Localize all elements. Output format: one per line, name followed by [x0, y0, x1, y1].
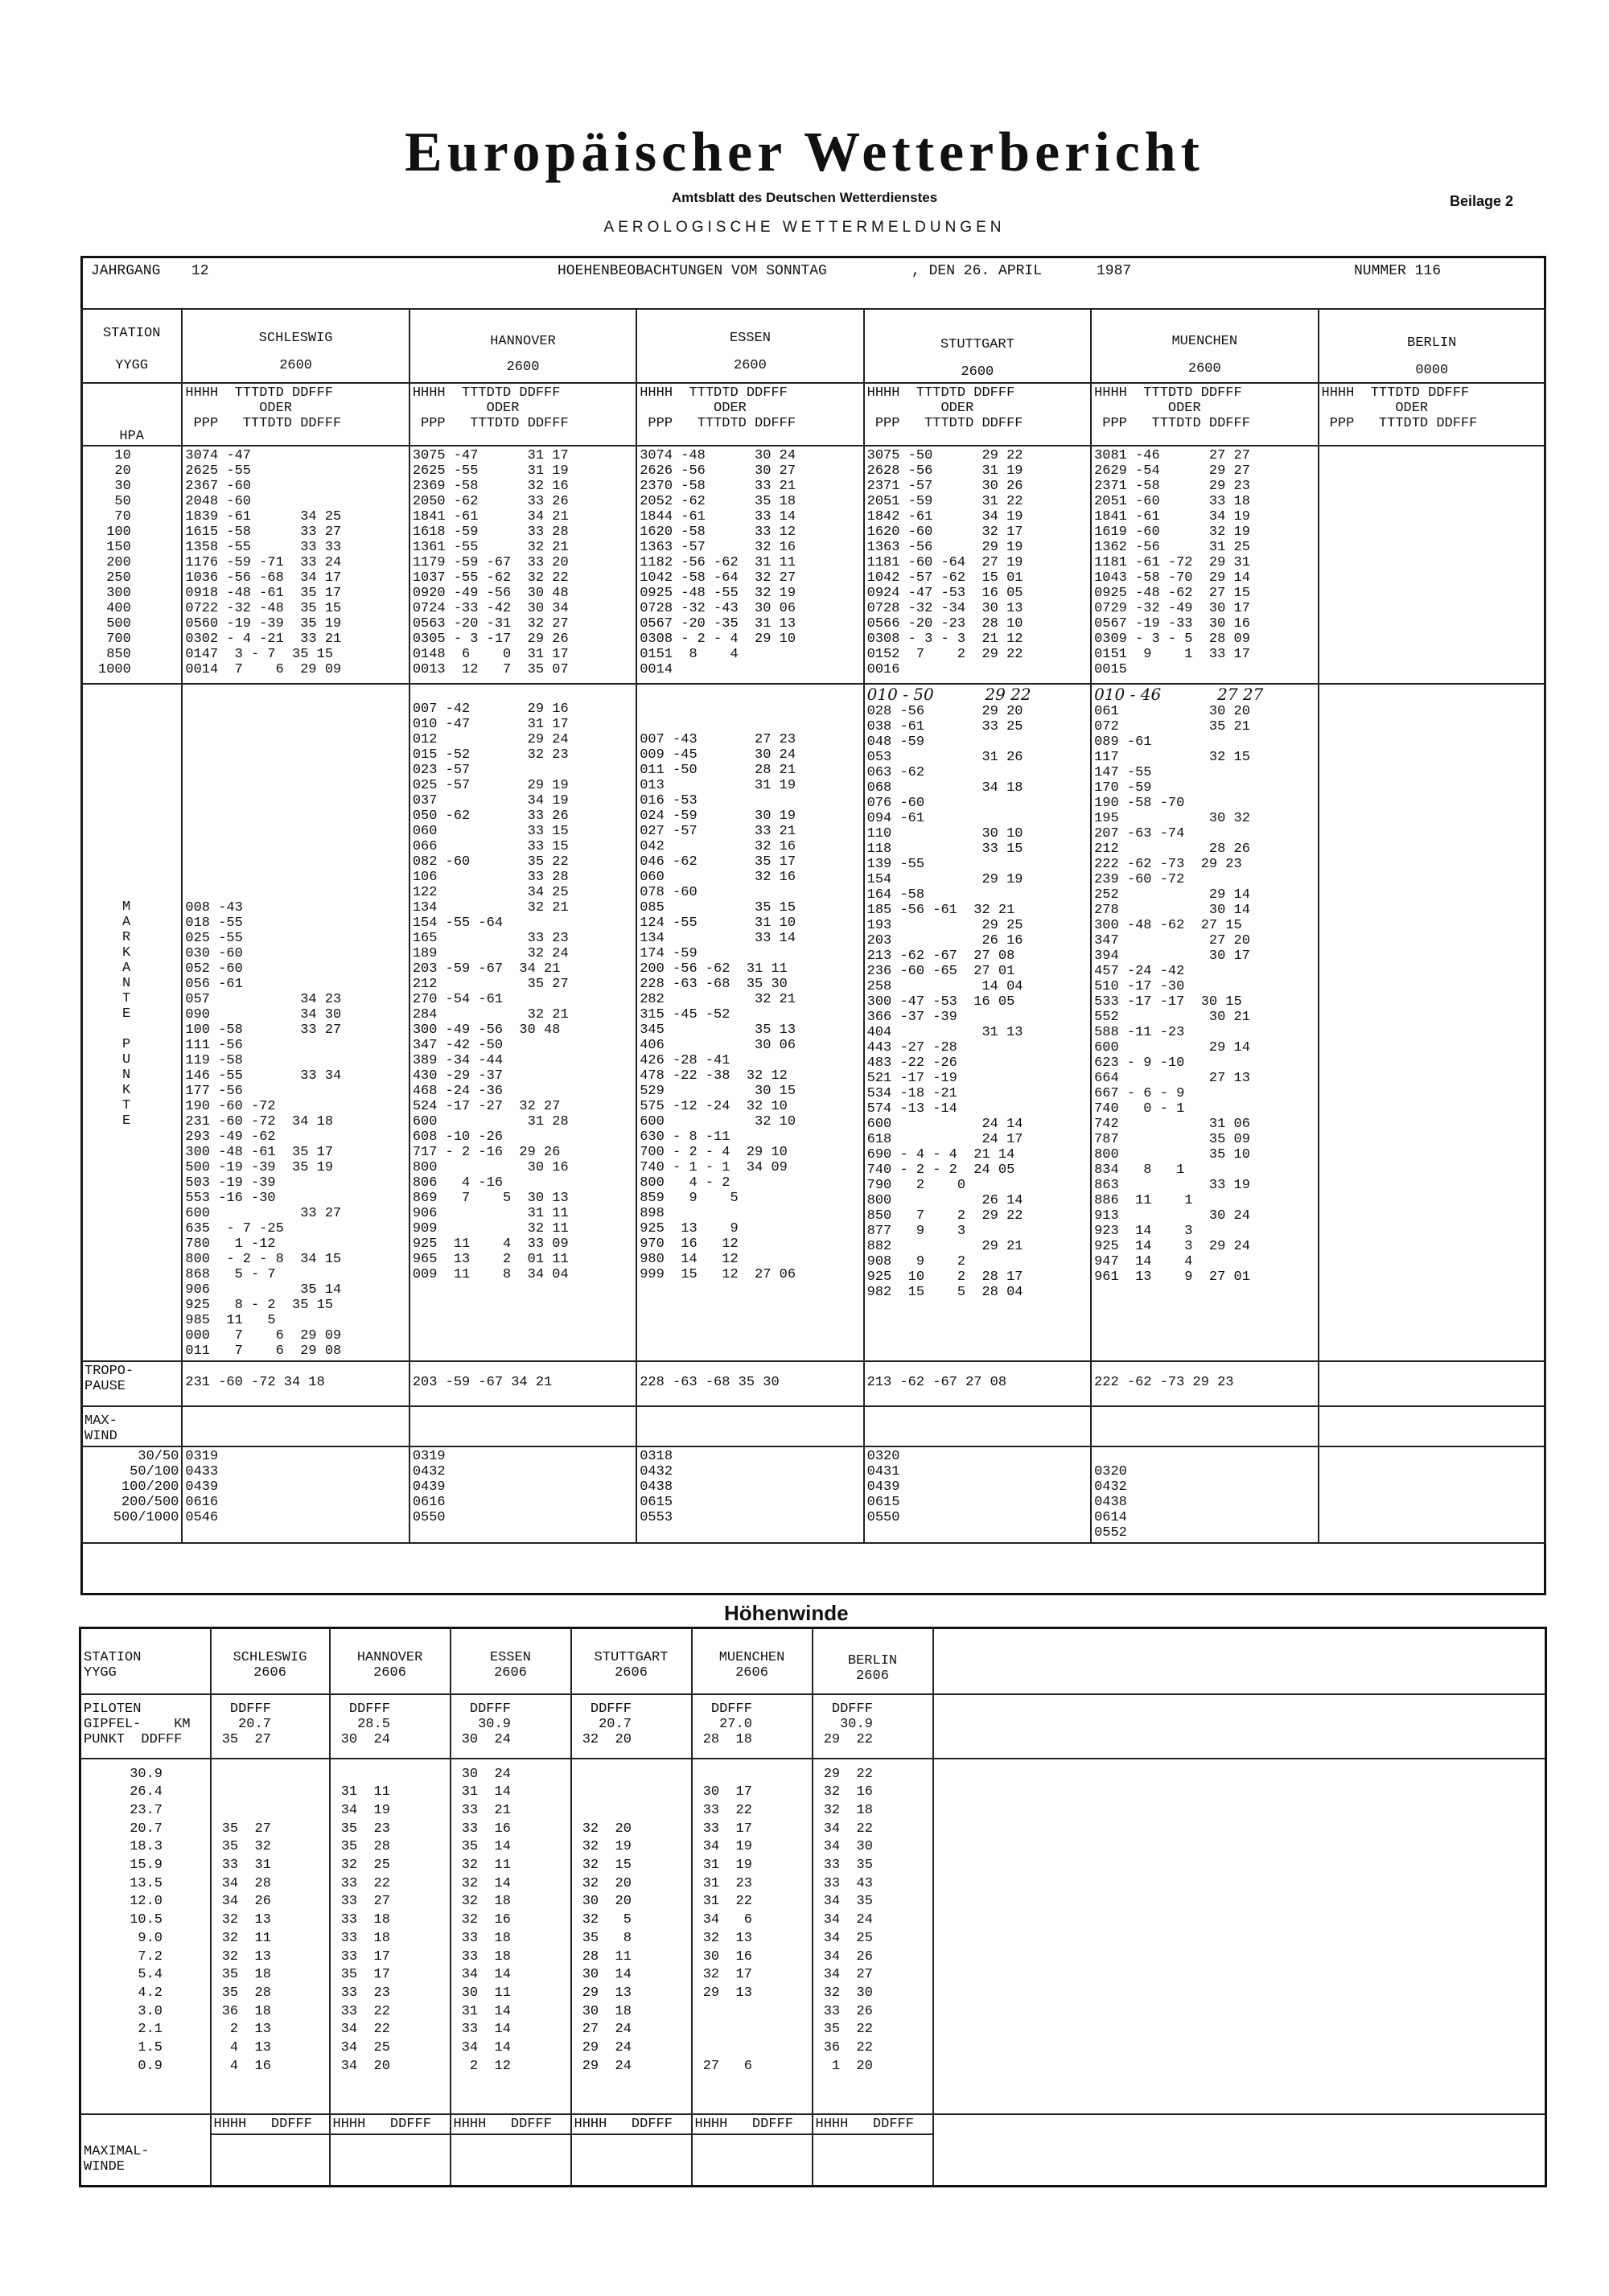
hw-winds-schleswig: 35 27 35 32 33 31 34 28 34 26 32 13 32 11 32 13 35 18 35 28 36 18 2 13 4 13 4 16	[221, 1821, 271, 2074]
jahrgang-label: JAHRGANG	[91, 263, 161, 279]
column-header: HHHH TTTDTD DDFFF ODER PPP TTTDTD DDFFF	[866, 385, 1023, 431]
hw-maximal-header: HHHH DDFFF	[572, 2115, 691, 2135]
hw-maximal-header: HHHH DDFFF	[813, 2115, 932, 2135]
tropo-essen: 228 -63 -68 35 30	[640, 1375, 780, 1390]
jahrgang-value: 12	[191, 263, 209, 279]
hw-station-essen: ESSEN 2606	[489, 1650, 531, 1681]
column-header: HHHH TTTDTD DDFFF ODER PPP TTTDTD DDFFF	[185, 385, 342, 431]
page-subtitle: Amtsblatt des Deutschen Wetterdienstes	[671, 190, 938, 205]
maxwind-stuttgart: 0320 0431 0439 0615 0550	[866, 1449, 900, 1525]
markante-punkte-label: M A R K A N T E P U N K T E	[122, 899, 131, 1129]
maxwind-row	[81, 1446, 1545, 1543]
station-schleswig: SCHLESWIG 2600	[182, 309, 409, 383]
tropo-muenchen: 222 -62 -73 29 23	[1094, 1375, 1234, 1390]
hw-station-label: STATION YYGG	[84, 1650, 142, 1681]
hw-piloten-stuttgart: DDFFF 20.7 32 20	[582, 1701, 632, 1747]
hw-station-hannover: HANNOVER 2606	[356, 1650, 423, 1681]
observation-label: HOEHENBEOBACHTUNGEN VOM SONNTAG	[558, 263, 827, 279]
tropopause-label: TROPO- PAUSE	[84, 1364, 134, 1394]
tropo-hannover: 203 -59 -67 34 21	[412, 1375, 553, 1390]
std-stuttgart: 3075 -50 29 22 2628 -56 31 19 2371 -57 30 26 2051 -59 31 22 1842 -61 34 19 1620 -60 32 17 1363 -56 29 19 1181 -60 -64 27 19 1042 -57 -62 15 01 0924 -47 -53 16 05 0728 -32 -34 30 13 0566 -20 -23 28 10 0308 - 3 - 3 21 12 0152 7 2 29 22 0016	[866, 448, 1023, 677]
hw-maximal-row	[80, 2114, 1546, 2187]
std-hannover: 3075 -47 31 17 2625 -55 31 19 2369 -58 32 16 2050 -62 33 26 1841 -61 34 21 1618 -59 33 28 1361 -55 32 21 1179 -59 -67 33 20 1037 -55 -62 32 22 0920 -49 -56 30 48 0724 -33 -42 30 34 0563 -20 -31 32 27 0305 - 3 -17 29 26 0148 6 0 31 17 0013 12 7 35 07	[412, 448, 569, 677]
date-label: , DEN 26. APRIL	[911, 263, 1043, 279]
hw-piloten-row	[80, 1694, 1546, 1759]
yygg-label: YYGG	[115, 358, 149, 373]
hw-station-stuttgart: STUTTGART 2606	[594, 1650, 669, 1681]
station-label-cell	[81, 309, 182, 383]
tropo-berlin	[1319, 1362, 1545, 1376]
column-header: HHHH TTTDTD DDFFF ODER PPP TTTDTD DDFFF	[640, 385, 796, 431]
hw-km-levels: 30.9 26.4 23.7 20.7 18.3 15.9 13.5 12.0 10.5 9.0 7.2 5.4 4.2 3.0 2.1 1.5 0.9	[130, 1766, 163, 2074]
maxwind-hannover: 0319 0432 0439 0616 0550	[412, 1449, 446, 1525]
section-title: AEROLOGISCHE WETTERMELDUNGEN	[603, 219, 1006, 236]
hw-piloten-hannover: DDFFF 28.5 30 24	[340, 1701, 390, 1747]
station-label: STATION	[102, 326, 161, 341]
aerological-table	[80, 308, 1546, 1544]
sig-essen: 007 -43 27 23 009 -45 30 24 011 -50 28 21 013 31 19 016 -53 024 -59 30 19 027 -57 33 21 042 32 16 046 -62 35 17 060 32 16 078 -60 085 35 15 124 -55 31 10 134 33 14 174 -59 200 -56 -62 31 11 228 -63 -68 35 30 282 32 21 315 -45 -52 345 35 13 406 30 06 426 -28 -41 478 -22 -38 32 12 529 30 15 575 -12 -24 32 10 600 32 10 630 - 8 -11 700 - 2 - 4 29 10 740 - 1 - 1 34 09 800 4 - 2 859 9 5 898 925 13 9 970 16 12 980 14 12 999 15 12 27 06	[640, 732, 796, 1282]
hw-winds-muenchen: 30 17 33 22 33 17 34 19 31 19 31 23 31 22 34 6 32 13 30 16 32 17 29 13 27 6	[702, 1784, 752, 2074]
tropo-schleswig: 231 -60 -72 34 18	[185, 1375, 325, 1390]
column-header: HHHH TTTDTD DDFFF ODER PPP TTTDTD DDFFF	[1094, 385, 1250, 431]
hw-winds-essen: 30 24 31 14 33 21 33 16 35 14 32 11 32 14 32 18 32 16 33 18 33 18 34 14 30 11 31 14 33 14 34 14 2 12	[461, 1766, 511, 2074]
sig-berlin	[1319, 685, 1545, 688]
hw-station-muenchen: MUENCHEN 2606	[718, 1650, 785, 1681]
station-essen: ESSEN 2600	[636, 309, 863, 383]
year-label: 1987	[1097, 263, 1132, 279]
beilage-label: Beilage 2	[1450, 193, 1514, 209]
hw-maximal-header: HHHH DDFFF	[331, 2115, 450, 2135]
station-stuttgart: STUTTGART 2600	[864, 309, 1091, 383]
hw-piloten-muenchen: DDFFF 27.0 28 18	[702, 1701, 752, 1747]
hpa-levels: 10 20 30 50 70 100 150 200 250 300 400 500 700 850 1000	[98, 448, 131, 677]
hw-station-berlin: BERLIN 2606	[847, 1653, 898, 1684]
hw-winds-berlin: 29 22 32 16 32 18 34 22 34 30 33 35 33 43 34 35 34 24 34 25 34 26 34 27 32 30 33 26 35 22 36 22 1 20	[823, 1766, 873, 2074]
column-header: HHHH TTTDTD DDFFF ODER PPP TTTDTD DDFFF	[1321, 385, 1478, 431]
sig-schleswig: 008 -43 018 -55 025 -55 030 -60 052 -60 056 -61 057 34 23 090 34 30 100 -58 33 27 111 -56 119 -58 146 -55 33 34 177 -56 190 -60 -72 231 -60 -72 34 18 293 -49 -62 300 -48 -61 35 17 500 -19 -39 35 19 503 -19 -39 553 -16 -30 600 33 27 635 - 7 -25 780 1 -12 800 - 2 - 8 34 15 868 5 - 7 906 35 14 925 8 - 2 35 15 985 11 5 000 7 6 29 09 011 7 6 29 08	[185, 900, 342, 1359]
hw-maximal-header: HHHH DDFFF	[212, 2115, 329, 2135]
station-hannover: HANNOVER 2600	[409, 309, 636, 383]
hw-station-schleswig: SCHLESWIG 2606	[233, 1650, 307, 1681]
sig-hannover: 007 -42 29 16 010 -47 31 17 012 29 24 015 -52 32 23 023 -57 025 -57 29 19 037 34 19 050 -62 33 26 060 33 15 066 33 15 082 -60 35 22 106 33 28 122 34 25 134 32 21 154 -55 -64 165 33 23 189 32 24 203 -59 -67 34 21 212 35 27 270 -54 -61 284 32 21 300 -49 -56 30 48 347 -42 -50 389 -34 -44 430 -29 -37 468 -24 -36 524 -17 -27 32 27 600 31 28 608 -10 -26 717 - 2 -16 29 26 800 30 16 806 4 -16 869 7 5 30 13 906 31 11 909 32 11 925 11 4 33 09 965 13 2 01 11 009 11 8 34 04	[412, 702, 569, 1282]
station-berlin: BERLIN 0000	[1319, 309, 1546, 383]
hw-winds-hannover: 31 11 34 19 35 23 35 28 32 25 33 22 33 27 33 18 33 18 33 17 35 17 33 23 33 22 34 22 34 25 34 20	[340, 1784, 390, 2074]
std-muenchen: 3081 -46 27 27 2629 -54 29 27 2371 -58 29 23 2051 -60 33 18 1841 -61 34 19 1619 -60 32 19 1362 -56 31 25 1181 -61 -72 29 31 1043 -58 -70 29 14 0925 -48 -62 27 15 0729 -32 -49 30 17 0567 -19 -33 30 16 0309 - 3 - 5 28 09 0151 9 1 33 17 0015	[1094, 448, 1250, 677]
page-title: Europäischer Wetterbericht	[405, 121, 1204, 183]
column-header-row	[81, 383, 1545, 446]
hw-winds-stuttgart: 32 20 32 19 32 15 32 20 30 20 32 5 35 8 28 11 30 14 29 13 30 18 27 24 29 24 29 24	[582, 1821, 632, 2074]
column-header: HHHH TTTDTD DDFFF ODER PPP TTTDTD DDFFF	[412, 385, 569, 431]
hw-maximal-header: HHHH DDFFF	[693, 2115, 812, 2135]
handwritten-muenchen: 010 - 46 27 27	[1094, 685, 1264, 704]
hw-station-row	[80, 1628, 1546, 1694]
main-table-frame	[80, 256, 1546, 1595]
maxwind-muenchen: 0320 0432 0438 0614 0552	[1094, 1464, 1127, 1541]
hw-maximal-label: MAXIMAL- WINDE	[84, 2143, 150, 2175]
significant-levels-row	[81, 684, 1545, 1361]
maxwind-header-row	[81, 1406, 1545, 1446]
handwritten-stuttgart: 010 - 50 29 22	[866, 685, 1031, 704]
hw-piloten-essen: DDFFF 30.9 30 24	[461, 1701, 511, 1747]
maxwind-label: MAX- WIND	[84, 1413, 117, 1444]
hw-levels-row	[80, 1759, 1546, 2114]
sig-stuttgart: 028 -56 29 20 038 -61 33 25 048 -59 053 31 26 063 -62 068 34 18 076 -60 094 -61 110 30 10 118 33 15 139 -55 154 29 19 164 -58 185 -56 -61 32 21 193 29 25 203 26 16 213 -62 -67 27 08 236 -60 -65 27 01 258 14 04 300 -47 -53 16 05 366 -37 -39 404 31 13 443 -27 -28 483 -22 -26 521 -17 -19 534 -18 -21 574 -13 -14 600 24 14 618 24 17 690 - 4 - 4 21 14 740 - 2 - 2 24 05 790 2 0 800 26 14 850 7 2 29 22 877 9 3 882 29 21 908 9 2 925 10 2 28 17 982 15 5 28 04	[866, 704, 1023, 1300]
hw-piloten-label: PILOTEN GIPFEL- KM PUNKT DDFFF	[84, 1701, 191, 1747]
std-essen: 3074 -48 30 24 2626 -56 30 27 2370 -58 33 21 2052 -62 35 18 1844 -61 33 14 1620 -58 33 12 1363 -57 32 16 1182 -56 -62 31 11 1042 -58 -64 32 27 0925 -48 -55 32 19 0728 -32 -43 30 06 0567 -20 -35 31 13 0308 - 2 - 4 29 10 0151 8 4 0014	[640, 448, 796, 677]
sig-muenchen: 061 30 20 072 35 21 089 -61 117 32 15 147 -55 170 -59 190 -58 -70 195 30 32 207 -63 -74 212 28 26 222 -62 -73 29 23 239 -60 -72 252 29 14 278 30 14 300 -48 -62 27 15 347 27 20 394 30 17 457 -24 -42 510 -17 -30 533 -17 -17 30 15 552 30 21 588 -11 -23 600 29 14 623 - 9 -10 664 27 13 667 - 6 - 9 740 0 - 1 742 31 06 787 35 09 800 35 10 834 8 1 863 33 19 886 11 1 913 30 24 923 14 3 925 14 3 29 24 947 14 4 961 13 9 27 01	[1094, 704, 1250, 1285]
hoehenwinde-heading: Höhenwinde	[724, 1601, 849, 1625]
issue-number: NUMMER 116	[1354, 263, 1442, 279]
maxwind-berlin	[1319, 1447, 1545, 1450]
std-berlin	[1319, 446, 1545, 450]
std-schleswig: 3074 -47 2625 -55 2367 -60 2048 -60 1839 -61 34 25 1615 -58 33 27 1358 -55 33 33 1176 -59 -71 33 24 1036 -56 -68 34 17 0918 -48 -61 35 17 0722 -32 -48 35 15 0560 -19 -39 35 19 0302 - 4 -21 33 21 0147 3 - 7 35 15 0014 7 6 29 09	[185, 448, 342, 677]
hpa-header-cell	[81, 383, 182, 446]
maxwind-schleswig: 0319 0433 0439 0616 0546	[185, 1449, 219, 1525]
hw-maximal-header: HHHH DDFFF	[451, 2115, 570, 2135]
hw-piloten-berlin: DDFFF 30.9 29 22	[823, 1701, 873, 1747]
standard-levels-row	[81, 446, 1545, 684]
hoehenwinde-table	[79, 1627, 1547, 2187]
tropopause-row	[81, 1361, 1545, 1406]
hpa-label: HPA	[119, 429, 144, 444]
hw-piloten-schleswig: DDFFF 20.7 35 27	[221, 1701, 271, 1747]
maxwind-essen: 0318 0432 0438 0615 0553	[640, 1449, 673, 1525]
station-row	[81, 309, 1545, 383]
maxwind-layers: 30/50 50/100 100/200 200/500 500/1000	[113, 1449, 179, 1525]
tropo-stuttgart: 213 -62 -67 27 08	[866, 1375, 1007, 1390]
station-muenchen: MUENCHEN 2600	[1091, 309, 1318, 383]
